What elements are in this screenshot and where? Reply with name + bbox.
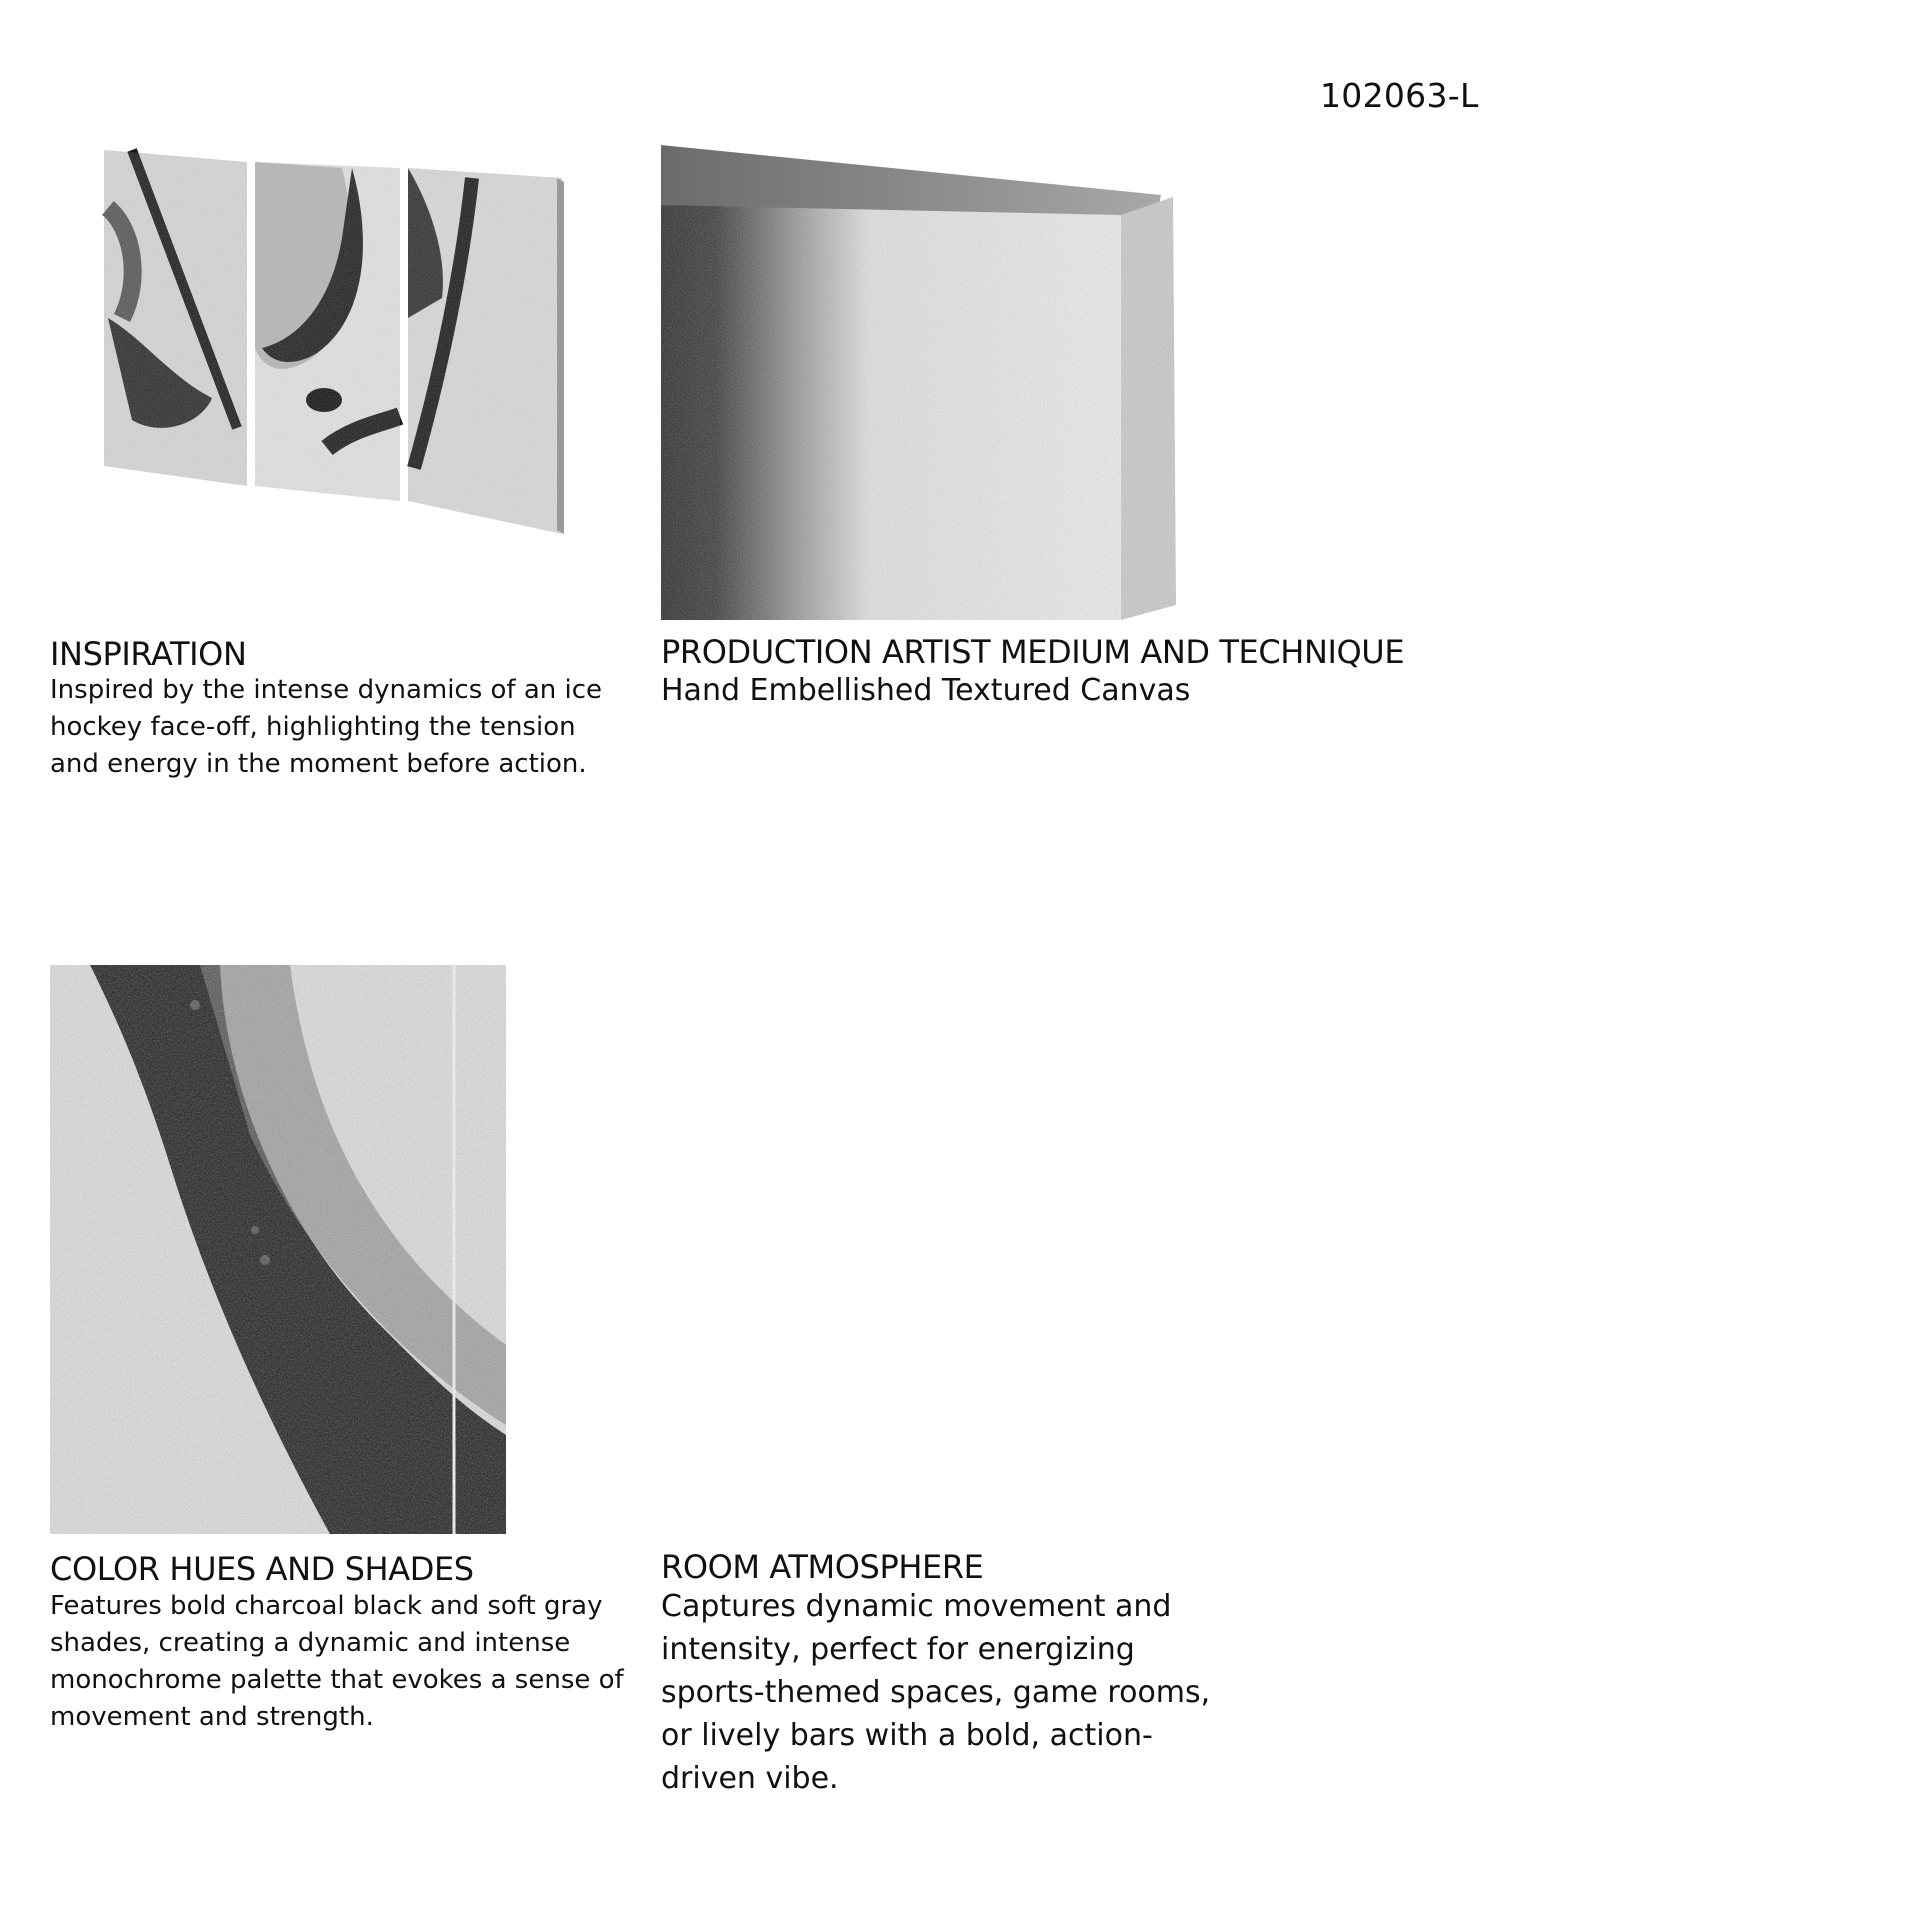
inspiration-title: INSPIRATION <box>50 635 247 673</box>
canvas-closeup-image <box>50 965 506 1534</box>
production-text: Hand Embellished Textured Canvas <box>661 673 1191 708</box>
production-title: PRODUCTION ARTIST MEDIUM AND TECHNIQUE <box>661 633 1405 671</box>
room-title: ROOM ATMOSPHERE <box>661 1548 984 1586</box>
canvas-edge-image <box>661 145 1176 620</box>
inspiration-text: Inspired by the intense dynamics of an ice hockey face-off, highlighting the tension and energy in the moment before action. <box>50 675 603 779</box>
product-sku: 102063-L <box>1320 76 1479 115</box>
room-text: Captures dynamic movement and intensity, perfect for energizing sports-themed spaces, game rooms, or lively bars with a bold, action-driven vibe. <box>661 1589 1211 1796</box>
hockey-triptych-image <box>102 148 572 534</box>
color-title: COLOR HUES AND SHADES <box>50 1550 474 1588</box>
color-text: Features bold charcoal black and soft gray shades, creating a dynamic and intense monochrome palette that evokes a sense of movement and strength. <box>50 1591 624 1732</box>
